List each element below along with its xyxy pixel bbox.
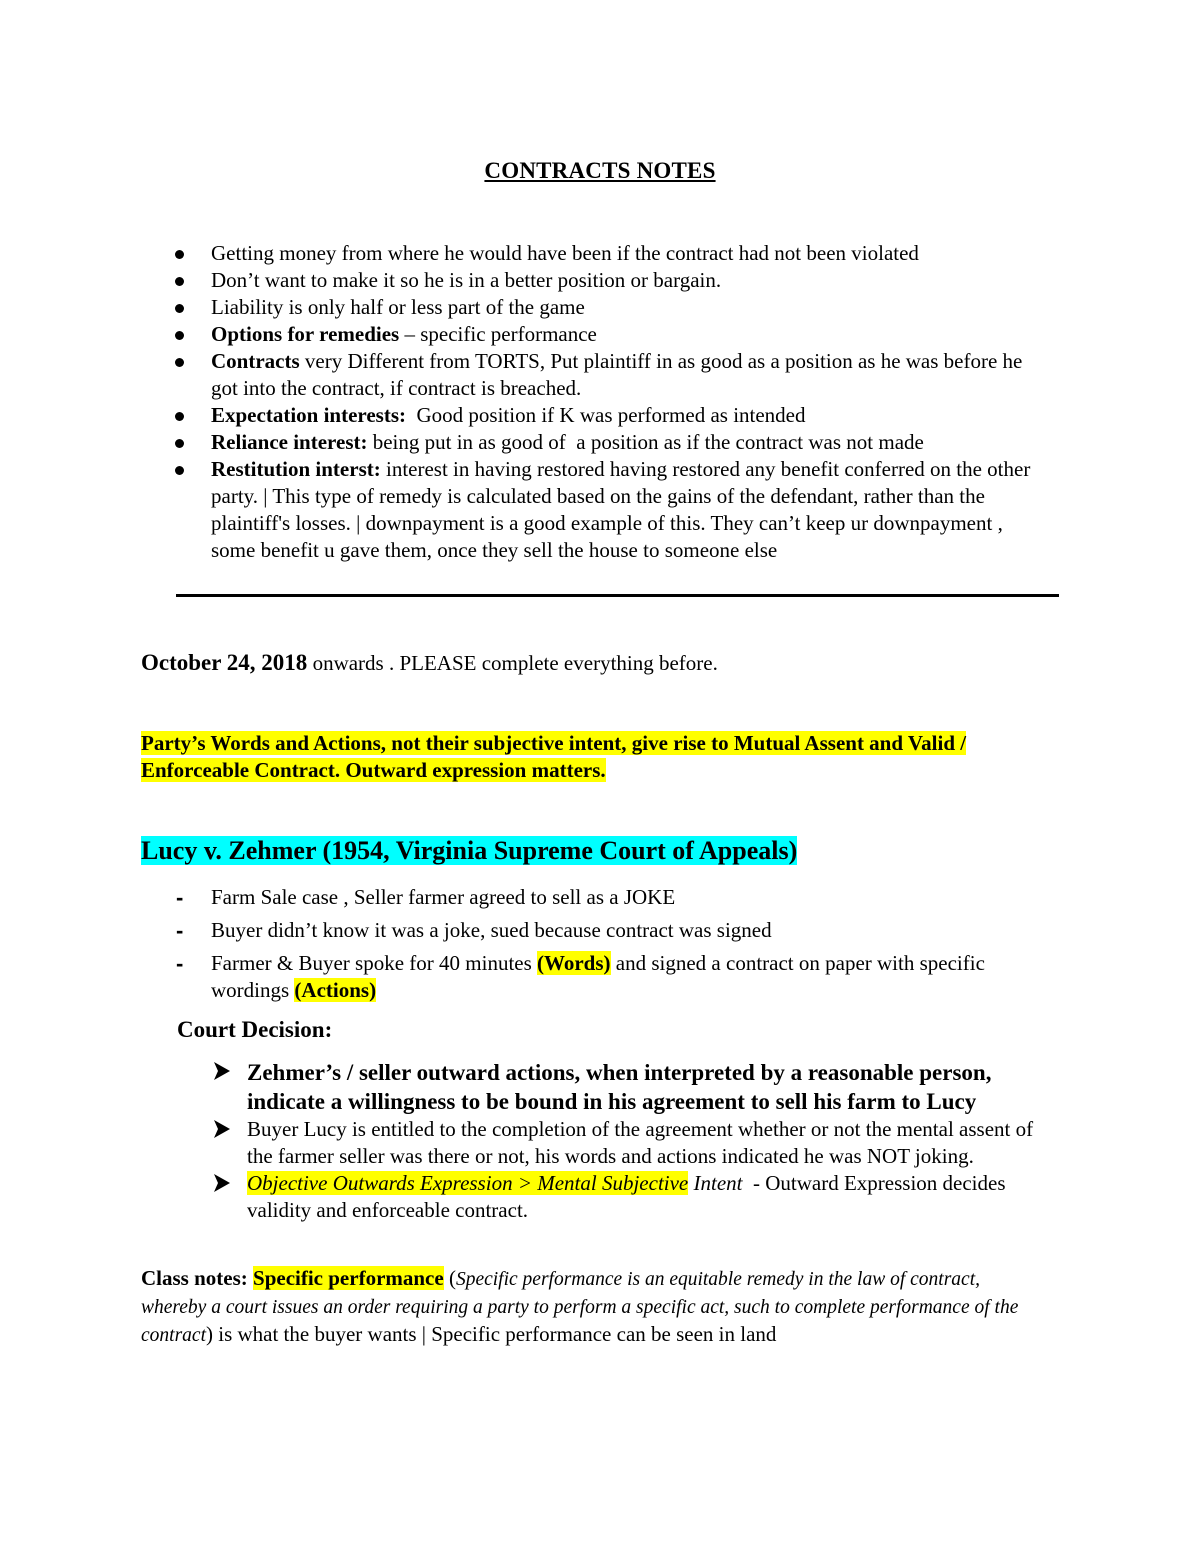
list-item: Liability is only half or less part of the game [0, 294, 1200, 321]
remedies-bullet-list [0, 240, 1200, 564]
court-decision-list [0, 1058, 1200, 1224]
court-decision-heading: Court Decision: [177, 1017, 333, 1042]
bullet-icon [175, 439, 184, 448]
list-item: Reliance interest: being put in as good of a position as if the contract was not made [0, 429, 1200, 456]
document-title: CONTRACTS NOTES [484, 158, 716, 183]
arrow-bullet-icon [213, 1119, 231, 1139]
date-line: October 24, 2018 onwards . PLEASE complete everything before. [141, 650, 718, 675]
dash-icon: - [176, 885, 184, 910]
list-item: Objective Outwards Expression > Mental Subjective Intent - Outward Expression decides validity and enforceable contract. [0, 1170, 1200, 1224]
bullet-icon [175, 250, 184, 259]
bullet-icon [175, 331, 184, 340]
list-item: Don’t want to make it so he is in a better position or bargain. [0, 267, 1200, 294]
bullet-icon [175, 277, 184, 286]
bullet-icon [175, 304, 184, 313]
list-item: - Farmer & Buyer spoke for 40 minutes (Words) and signed a contract on paper with specific wordings (Actions) [176, 951, 991, 1002]
case-facts-list [0, 884, 1200, 1010]
bullet-icon [175, 412, 184, 421]
bullet-icon [175, 358, 184, 367]
bullet-icon [175, 466, 184, 475]
list-item: Restitution interst: interest in having restored having restored any benefit conferred on the other party. | This type of remedy is calculated based on the gains of the defendant, rather than the plaintiff's losses. | downpayment is a good example of this. They can’t keep ur downpayment , some benefit u gave them, once they sell the house to someone else [0, 456, 1200, 564]
list-item: - Buyer didn’t know it was a joke, sued because contract was signed [176, 918, 772, 943]
arrow-bullet-icon [213, 1173, 231, 1193]
case-title: Lucy v. Zehmer (1954, Virginia Supreme Court of Appeals) [141, 836, 798, 865]
list-item: Zehmer’s / seller outward actions, when interpreted by a reasonable person, indicate a willingness to be bound in his agreement to sell his farm to Lucy [0, 1058, 1200, 1116]
dash-icon: - [176, 918, 184, 943]
dash-icon: - [176, 951, 184, 976]
arrow-bullet-icon [213, 1061, 231, 1081]
rule-statement: Party’s Words and Actions, not their subjective intent, give rise to Mutual Assent and Valid / Enforceable Contract. Outward expression matters. [141, 731, 967, 782]
list-item: Getting money from where he would have been if the contract had not been violated [0, 240, 1200, 267]
class-notes-paragraph: Class notes: Specific performance (Specific performance is an equitable remedy in the law of contract, whereby a court issues an order requiring a party to perform a specific act, such to complete performance of the contract) is what the buyer wants | Specific performance can be seen in land [141, 1266, 1019, 1346]
horizontal-divider [176, 594, 1059, 597]
list-item: - Farm Sale case , Seller farmer agreed to sell as a JOKE [176, 885, 676, 910]
date-heading: October 24, 2018 [141, 650, 308, 675]
list-item: Buyer Lucy is entitled to the completion of the agreement whether or not the mental assent of the farmer seller was there or not, his words and actions indicated he was NOT joking. [0, 1116, 1200, 1170]
list-item: Contracts very Different from TORTS, Put plaintiff in as good as a position as he was before he got into the contract, if contract is breached. [0, 348, 1200, 402]
class-notes-label: Class notes: [141, 1266, 248, 1290]
list-item: Expectation interests: Good position if K was performed as intended [0, 402, 1200, 429]
list-item: Options for remedies – specific performance [0, 321, 1200, 348]
specific-performance-highlight: Specific performance [253, 1266, 444, 1290]
